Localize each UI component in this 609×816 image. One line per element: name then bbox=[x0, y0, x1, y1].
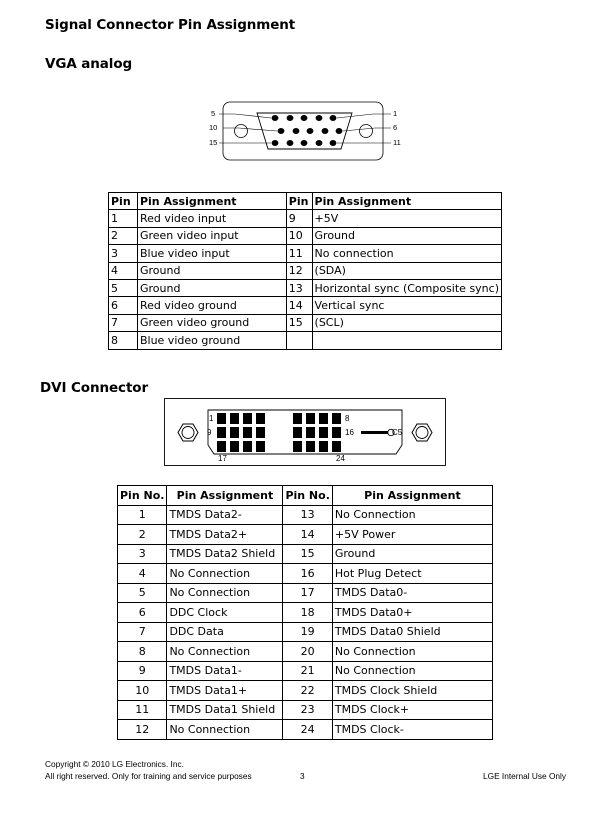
dvi-pin-label-16: 16 bbox=[345, 428, 354, 437]
pin-number: 23 bbox=[283, 700, 332, 720]
vga-connector-outline bbox=[223, 102, 383, 160]
pin-number: 8 bbox=[109, 332, 138, 349]
pin-assignment: TMDS Data0 Shield bbox=[332, 622, 492, 642]
pin-number: 1 bbox=[118, 505, 167, 525]
pin-number: 9 bbox=[118, 661, 167, 681]
vga-screw-hole-right bbox=[360, 125, 373, 138]
pin-number: 5 bbox=[109, 279, 138, 296]
dvi-heading: DVI Connector bbox=[40, 380, 149, 396]
pin-assignment: (SDA) bbox=[312, 262, 501, 279]
pin-assignment: Red video ground bbox=[137, 297, 286, 314]
table-row bbox=[118, 681, 493, 701]
table-row bbox=[109, 314, 502, 331]
pin-assignment: Hot Plug Detect bbox=[332, 564, 492, 584]
pin-assignment: Vertical sync bbox=[312, 297, 501, 314]
pin-assignment: Ground bbox=[137, 279, 286, 296]
pin-number: 6 bbox=[109, 297, 138, 314]
pin-number: 21 bbox=[283, 661, 332, 681]
pin-number: 17 bbox=[283, 583, 332, 603]
pin-number: 20 bbox=[283, 642, 332, 662]
pin-assignment: TMDS Clock- bbox=[332, 720, 492, 740]
pin-number: 10 bbox=[118, 681, 167, 701]
pin-assignment: TMDS Data1- bbox=[167, 661, 283, 681]
pin-assignment: TMDS Data0- bbox=[332, 583, 492, 603]
pin-number: 6 bbox=[118, 603, 167, 623]
vga-pins bbox=[272, 115, 343, 146]
vga-connector-diagram bbox=[205, 100, 405, 162]
vga-heading: VGA analog bbox=[45, 56, 133, 72]
pin-number: 15 bbox=[283, 544, 332, 564]
pin-number: 14 bbox=[283, 525, 332, 545]
table-row bbox=[109, 279, 502, 296]
pin-number: 7 bbox=[118, 622, 167, 642]
col-header-pin-no: Pin No. bbox=[283, 486, 332, 506]
vga-pin-label-6: 6 bbox=[393, 123, 398, 132]
pin-assignment: No Connection bbox=[167, 642, 283, 662]
pin-assignment: +5V bbox=[312, 210, 501, 227]
pin-number: 1 bbox=[109, 210, 138, 227]
pin-number: 14 bbox=[286, 297, 312, 314]
pin-assignment: No Connection bbox=[332, 642, 492, 662]
footer-page-number: 3 bbox=[300, 771, 305, 781]
pin-number: 15 bbox=[286, 314, 312, 331]
pin-assignment: Horizontal sync (Composite sync) bbox=[312, 279, 501, 296]
table-header-row bbox=[118, 486, 493, 506]
pin-number: 16 bbox=[283, 564, 332, 584]
pin-number: 9 bbox=[286, 210, 312, 227]
table-row bbox=[118, 700, 493, 720]
pin-assignment: Green video input bbox=[137, 227, 286, 244]
pin-assignment: TMDS Data2 Shield bbox=[167, 544, 283, 564]
pin-assignment: No Connection bbox=[167, 720, 283, 740]
col-header-pin-no: Pin No. bbox=[118, 486, 167, 506]
table-row bbox=[118, 603, 493, 623]
table-row bbox=[118, 525, 493, 545]
pin-number: 5 bbox=[118, 583, 167, 603]
pin-assignment: No Connection bbox=[167, 583, 283, 603]
pin-assignment: TMDS Clock Shield bbox=[332, 681, 492, 701]
col-header-assignment: Pin Assignment bbox=[137, 193, 286, 210]
pin-assignment: Blue video input bbox=[137, 245, 286, 262]
pin-assignment: Ground bbox=[137, 262, 286, 279]
table-row bbox=[118, 544, 493, 564]
vga-pin-label-5: 5 bbox=[211, 109, 216, 118]
dvi-pin-label-c5: C5 bbox=[392, 428, 403, 437]
table-row bbox=[109, 227, 502, 244]
footer-rights: All right reserved. Only for training and service purposes bbox=[45, 771, 252, 781]
pin-number: 18 bbox=[283, 603, 332, 623]
table-row bbox=[109, 332, 502, 349]
pin-number: 4 bbox=[109, 262, 138, 279]
pin-assignment: No Connection bbox=[332, 505, 492, 525]
dvi-pin-label-1: 1 bbox=[209, 414, 214, 423]
dvi-pin-label-17: 17 bbox=[218, 454, 227, 463]
pin-assignment: +5V Power bbox=[332, 525, 492, 545]
pin-assignment: (SCL) bbox=[312, 314, 501, 331]
pin-number: 8 bbox=[118, 642, 167, 662]
pin-number: 11 bbox=[286, 245, 312, 262]
table-row bbox=[118, 661, 493, 681]
pin-assignment: TMDS Data2+ bbox=[167, 525, 283, 545]
pin-assignment: TMDS Data1+ bbox=[167, 681, 283, 701]
dvi-pin-label-9: 9 bbox=[207, 428, 212, 437]
col-header-pin: Pin bbox=[286, 193, 312, 210]
pin-assignment: Ground bbox=[312, 227, 501, 244]
pin-assignment: Red video input bbox=[137, 210, 286, 227]
pin-number: 2 bbox=[109, 227, 138, 244]
table-row bbox=[118, 564, 493, 584]
footer-internal-use: LGE Internal Use Only bbox=[483, 771, 567, 781]
col-header-assignment: Pin Assignment bbox=[332, 486, 492, 506]
table-row bbox=[118, 583, 493, 603]
pin-number bbox=[286, 332, 312, 349]
dvi-pin-table bbox=[117, 485, 493, 740]
table-row bbox=[118, 720, 493, 740]
table-header-row bbox=[109, 193, 502, 210]
table-row bbox=[118, 622, 493, 642]
vga-pin-table bbox=[108, 192, 502, 350]
table-row bbox=[109, 245, 502, 262]
pin-assignment: Green video ground bbox=[137, 314, 286, 331]
pin-assignment: TMDS Data2- bbox=[167, 505, 283, 525]
pin-assignment: DDC Clock bbox=[167, 603, 283, 623]
pin-assignment: No Connection bbox=[167, 564, 283, 584]
vga-pin-label-11: 11 bbox=[393, 138, 401, 147]
pin-number: 3 bbox=[118, 544, 167, 564]
pin-number: 13 bbox=[286, 279, 312, 296]
pin-assignment: DDC Data bbox=[167, 622, 283, 642]
pin-number: 2 bbox=[118, 525, 167, 545]
pin-number: 19 bbox=[283, 622, 332, 642]
pin-assignment: No connection bbox=[312, 245, 501, 262]
pin-assignment: Ground bbox=[332, 544, 492, 564]
pin-number: 12 bbox=[118, 720, 167, 740]
table-row bbox=[118, 505, 493, 525]
pin-number: 22 bbox=[283, 681, 332, 701]
pin-assignment: TMDS Data0+ bbox=[332, 603, 492, 623]
pin-assignment bbox=[312, 332, 501, 349]
vga-pin-label-1: 1 bbox=[393, 109, 398, 118]
dvi-pin-label-8: 8 bbox=[345, 414, 350, 423]
footer-copyright: Copyright © 2010 LG Electronics. Inc. bbox=[45, 759, 184, 769]
dvi-connector-diagram bbox=[164, 398, 446, 466]
pin-number: 13 bbox=[283, 505, 332, 525]
col-header-assignment: Pin Assignment bbox=[167, 486, 283, 506]
vga-screw-hole-left bbox=[235, 125, 248, 138]
table-row bbox=[109, 297, 502, 314]
pin-number: 12 bbox=[286, 262, 312, 279]
pin-number: 4 bbox=[118, 564, 167, 584]
page-title: Signal Connector Pin Assignment bbox=[45, 17, 296, 33]
table-row bbox=[118, 642, 493, 662]
pin-number: 24 bbox=[283, 720, 332, 740]
pin-number: 11 bbox=[118, 700, 167, 720]
vga-pin-label-10: 10 bbox=[209, 123, 218, 132]
pin-number: 7 bbox=[109, 314, 138, 331]
col-header-pin: Pin bbox=[109, 193, 138, 210]
vga-pin-label-15: 15 bbox=[209, 138, 218, 147]
pin-assignment: TMDS Data1 Shield bbox=[167, 700, 283, 720]
dvi-pins bbox=[217, 413, 388, 452]
table-row bbox=[109, 262, 502, 279]
pin-number: 10 bbox=[286, 227, 312, 244]
pin-assignment: No Connection bbox=[332, 661, 492, 681]
col-header-assignment: Pin Assignment bbox=[312, 193, 501, 210]
table-row bbox=[109, 210, 502, 227]
pin-assignment: Blue video ground bbox=[137, 332, 286, 349]
dvi-pin-label-24: 24 bbox=[336, 454, 345, 463]
pin-assignment: TMDS Clock+ bbox=[332, 700, 492, 720]
pin-number: 3 bbox=[109, 245, 138, 262]
